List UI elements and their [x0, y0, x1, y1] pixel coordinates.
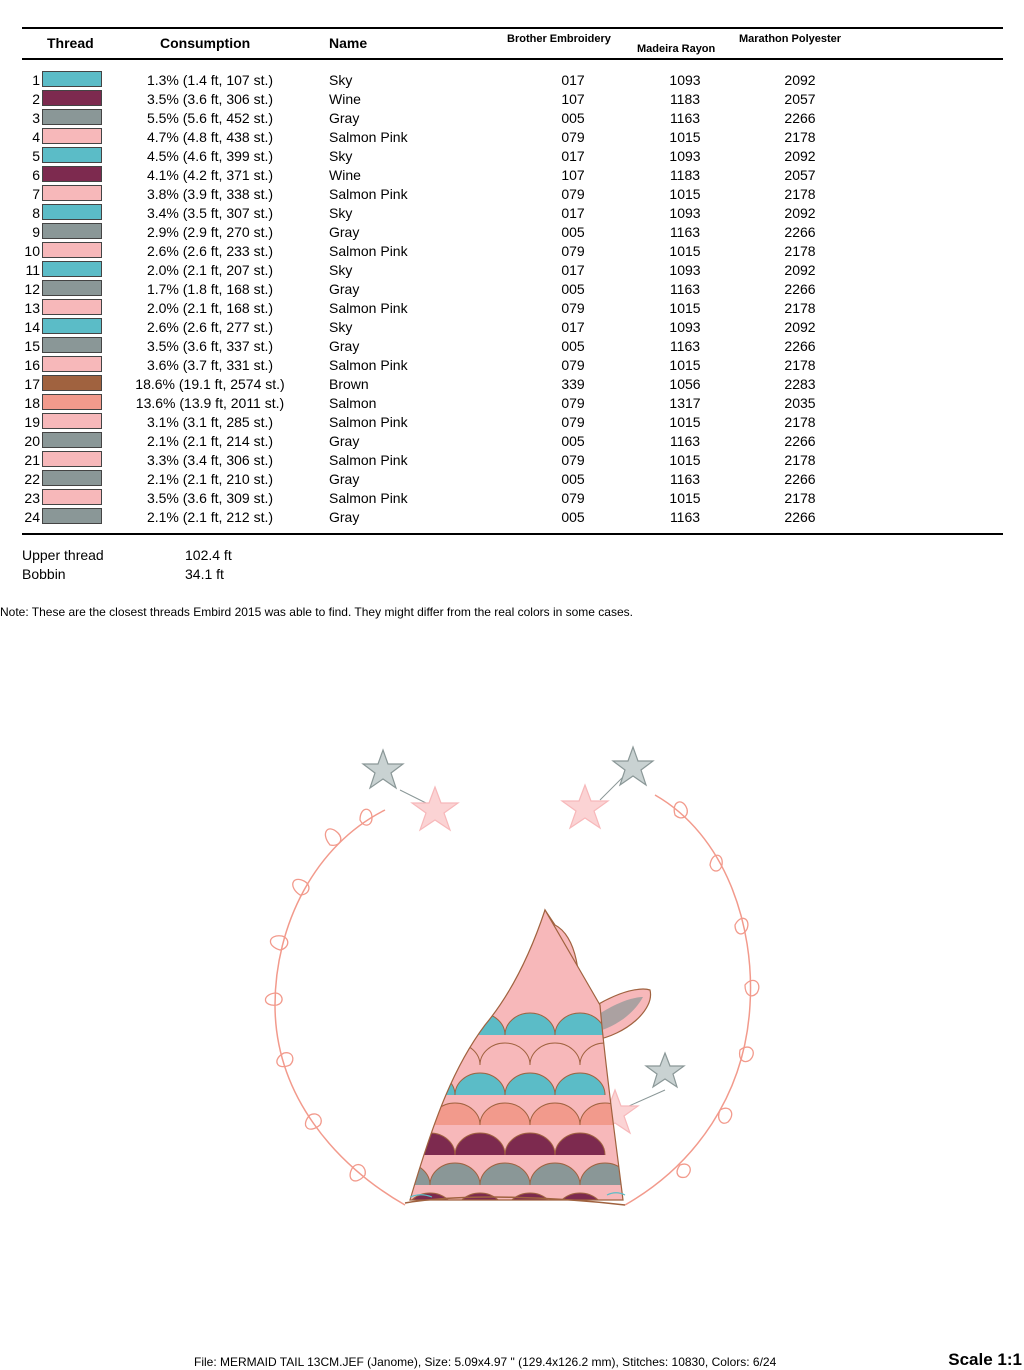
- table-row: [0, 241, 1024, 260]
- thread-color-swatch: [42, 242, 102, 258]
- consumption-value: 4.5% (4.6 ft, 399 st.): [146, 148, 274, 164]
- consumption-value: 4.7% (4.8 ft, 438 st.): [146, 129, 274, 145]
- thread-number: 21: [24, 452, 40, 468]
- table-row: [0, 89, 1024, 108]
- madeira-code: 1163: [669, 433, 701, 449]
- thread-number: 16: [24, 357, 40, 373]
- brother-code: 005: [561, 224, 585, 240]
- madeira-code: 1015: [669, 243, 701, 259]
- thread-color-swatch: [42, 375, 102, 391]
- thread-number: 11: [25, 262, 40, 278]
- header-consumption: Consumption: [160, 35, 251, 51]
- thread-color-swatch: [42, 71, 102, 87]
- marathon-code: 2178: [784, 357, 816, 373]
- thread-number: 4: [32, 129, 40, 145]
- consumption-value: 13.6% (13.9 ft, 2011 st.): [135, 395, 285, 411]
- consumption-value: 5.5% (5.6 ft, 452 st.): [146, 110, 274, 126]
- thread-color-swatch: [42, 489, 102, 505]
- marathon-code: 2092: [784, 148, 816, 164]
- brother-code: 079: [561, 243, 585, 259]
- table-row: [0, 222, 1024, 241]
- madeira-code: 1015: [669, 414, 701, 430]
- madeira-code: 1015: [669, 357, 701, 373]
- table-row: [0, 203, 1024, 222]
- thread-table: [0, 70, 1024, 526]
- madeira-code: 1056: [669, 376, 701, 392]
- bobbin-label: Bobbin: [22, 566, 66, 582]
- thread-number: 23: [24, 490, 40, 506]
- table-row: [0, 279, 1024, 298]
- brother-code: 005: [561, 110, 585, 126]
- table-row: [0, 393, 1024, 412]
- thread-color-swatch: [42, 90, 102, 106]
- thread-number: 3: [32, 110, 40, 126]
- thread-name: Salmon Pink: [329, 186, 408, 202]
- thread-name: Gray: [329, 433, 360, 449]
- table-row: [0, 469, 1024, 488]
- consumption-value: 2.6% (2.6 ft, 233 st.): [146, 243, 274, 259]
- brother-code: 017: [561, 205, 585, 221]
- thread-name: Gray: [329, 338, 360, 354]
- marathon-code: 2092: [784, 319, 816, 335]
- marathon-code: 2178: [784, 452, 816, 468]
- header-madeira: Madeira Rayon: [637, 43, 716, 55]
- brother-code: 017: [561, 72, 585, 88]
- marathon-code: 2178: [784, 243, 816, 259]
- madeira-code: 1163: [669, 471, 701, 487]
- upper-thread-value: 102.4 ft: [185, 547, 232, 563]
- thread-number: 10: [24, 243, 40, 259]
- header-marathon: Marathon Polyester: [739, 33, 842, 45]
- marathon-code: 2092: [784, 262, 816, 278]
- brother-code: 079: [561, 414, 585, 430]
- thread-color-swatch: [42, 204, 102, 220]
- consumption-value: 4.1% (4.2 ft, 371 st.): [146, 167, 274, 183]
- thread-name: Salmon Pink: [329, 414, 408, 430]
- madeira-code: 1093: [669, 262, 701, 278]
- marathon-code: 2266: [784, 433, 816, 449]
- thread-name: Salmon Pink: [329, 452, 408, 468]
- thread-name: Salmon Pink: [329, 490, 408, 506]
- brother-code: 079: [561, 490, 585, 506]
- brother-code: 079: [561, 186, 585, 202]
- consumption-value: 2.1% (2.1 ft, 214 st.): [146, 433, 274, 449]
- consumption-value: 3.4% (3.5 ft, 307 st.): [146, 205, 274, 221]
- brother-code: 079: [561, 129, 585, 145]
- thread-number: 18: [24, 395, 40, 411]
- madeira-code: 1163: [669, 224, 701, 240]
- brother-code: 079: [561, 357, 585, 373]
- star-pink-left: [412, 787, 458, 830]
- consumption-value: 3.1% (3.1 ft, 285 st.): [146, 414, 274, 430]
- upper-thread-label: Upper thread: [22, 547, 104, 563]
- consumption-value: 2.6% (2.6 ft, 277 st.): [146, 319, 274, 335]
- thread-color-swatch: [42, 299, 102, 315]
- consumption-value: 3.6% (3.7 ft, 331 st.): [146, 357, 274, 373]
- marathon-code: 2092: [784, 72, 816, 88]
- table-row: [0, 127, 1024, 146]
- thread-color-swatch: [42, 109, 102, 125]
- madeira-code: 1163: [669, 281, 701, 297]
- marathon-code: 2178: [784, 490, 816, 506]
- thread-name: Salmon Pink: [329, 300, 408, 316]
- brother-code: 005: [561, 471, 585, 487]
- tail-scales: [380, 905, 635, 1215]
- thread-name: Sky: [329, 205, 353, 221]
- thread-color-swatch: [42, 356, 102, 372]
- thread-name: Salmon Pink: [329, 129, 408, 145]
- thread-color-swatch: [42, 318, 102, 334]
- table-row: [0, 317, 1024, 336]
- header-thread: Thread: [47, 35, 94, 51]
- thread-number: 14: [24, 319, 40, 335]
- thread-name: Salmon: [329, 395, 377, 411]
- star-gray-right: [613, 747, 653, 785]
- thread-name: Brown: [329, 376, 369, 392]
- thread-name: Salmon Pink: [329, 357, 408, 373]
- star-gray-left: [363, 750, 403, 788]
- madeira-code: 1093: [669, 205, 701, 221]
- brother-code: 107: [561, 167, 585, 183]
- table-row: [0, 355, 1024, 374]
- thread-number: 22: [24, 471, 40, 487]
- thread-name: Gray: [329, 110, 360, 126]
- thread-number: 9: [32, 224, 40, 240]
- madeira-code: 1183: [669, 91, 701, 107]
- table-row: [0, 298, 1024, 317]
- thread-number: 6: [32, 167, 40, 183]
- brother-code: 017: [561, 148, 585, 164]
- marathon-code: 2092: [784, 205, 816, 221]
- table-row: [0, 336, 1024, 355]
- header-brother: Brother Embroidery: [507, 33, 611, 45]
- consumption-value: 2.1% (2.1 ft, 212 st.): [146, 509, 274, 525]
- thread-name: Wine: [329, 91, 361, 107]
- thread-color-swatch: [42, 223, 102, 239]
- scale-label: Scale 1:1: [948, 1350, 1022, 1369]
- madeira-code: 1163: [669, 509, 701, 525]
- consumption-value: 2.9% (2.9 ft, 270 st.): [146, 224, 274, 240]
- brother-code: 005: [561, 281, 585, 297]
- consumption-value: 3.3% (3.4 ft, 306 st.): [146, 452, 274, 468]
- thread-color-swatch: [42, 432, 102, 448]
- brother-code: 005: [561, 338, 585, 354]
- brother-code: 079: [561, 300, 585, 316]
- marathon-code: 2283: [784, 376, 816, 392]
- marathon-code: 2178: [784, 414, 816, 430]
- marathon-code: 2266: [784, 471, 816, 487]
- consumption-value: 2.1% (2.1 ft, 210 st.): [146, 471, 274, 487]
- consumption-value: 1.3% (1.4 ft, 107 st.): [146, 72, 274, 88]
- brother-code: 339: [561, 376, 585, 392]
- header-rule: [22, 58, 1003, 60]
- left-vine: [275, 810, 405, 1205]
- thread-color-swatch: [42, 185, 102, 201]
- table-row: [0, 488, 1024, 507]
- thread-color-swatch: [42, 470, 102, 486]
- marathon-code: 2266: [784, 509, 816, 525]
- thread-number: 1: [32, 72, 40, 88]
- table-row: [0, 412, 1024, 431]
- brother-code: 017: [561, 319, 585, 335]
- thread-color-swatch: [42, 128, 102, 144]
- thread-number: 17: [24, 376, 40, 392]
- table-row: [0, 70, 1024, 89]
- marathon-code: 2266: [784, 224, 816, 240]
- thread-color-swatch: [42, 280, 102, 296]
- thread-number: 12: [24, 281, 40, 297]
- table-row: [0, 184, 1024, 203]
- marathon-code: 2266: [784, 338, 816, 354]
- thread-name: Sky: [329, 262, 353, 278]
- thread-number: 13: [24, 300, 40, 316]
- table-row: [0, 260, 1024, 279]
- thread-number: 24: [24, 509, 40, 525]
- consumption-value: 3.5% (3.6 ft, 306 st.): [146, 91, 274, 107]
- marathon-code: 2035: [784, 395, 816, 411]
- madeira-code: 1015: [669, 452, 701, 468]
- thread-color-swatch: [42, 166, 102, 182]
- thread-name: Wine: [329, 167, 361, 183]
- madeira-code: 1163: [669, 338, 701, 354]
- madeira-code: 1093: [669, 148, 701, 164]
- table-row: [0, 431, 1024, 450]
- table-row: [0, 450, 1024, 469]
- thread-name: Gray: [329, 471, 360, 487]
- thread-number: 19: [24, 414, 40, 430]
- marathon-code: 2266: [784, 110, 816, 126]
- star-pink-right: [562, 785, 608, 828]
- thread-name: Gray: [329, 509, 360, 525]
- thread-number: 15: [24, 338, 40, 354]
- embroidery-preview: [255, 735, 775, 1225]
- madeira-code: 1015: [669, 490, 701, 506]
- thread-number: 2: [32, 91, 40, 107]
- table-row: [0, 146, 1024, 165]
- consumption-value: 2.0% (2.1 ft, 168 st.): [146, 300, 274, 316]
- thread-number: 5: [32, 148, 40, 164]
- madeira-code: 1015: [669, 300, 701, 316]
- thread-color-swatch: [42, 147, 102, 163]
- thread-name: Gray: [329, 281, 360, 297]
- thread-name: Sky: [329, 72, 353, 88]
- table-row: [0, 165, 1024, 184]
- marathon-code: 2178: [784, 186, 816, 202]
- consumption-value: 3.5% (3.6 ft, 309 st.): [146, 490, 274, 506]
- bottom-rule: [22, 533, 1003, 535]
- consumption-value: 3.8% (3.9 ft, 338 st.): [146, 186, 274, 202]
- madeira-code: 1015: [669, 186, 701, 202]
- thread-name: Sky: [329, 319, 353, 335]
- madeira-code: 1093: [669, 319, 701, 335]
- note-text: Note: These are the closest threads Embird 2015 was able to find. They might differ from the real colors in some cases.: [0, 605, 633, 619]
- star-gray-small: [646, 1053, 684, 1087]
- thread-color-swatch: [42, 261, 102, 277]
- thread-name: Salmon Pink: [329, 243, 408, 259]
- consumption-value: 18.6% (19.1 ft, 2574 st.): [135, 376, 285, 392]
- table-row: [0, 507, 1024, 526]
- marathon-code: 2266: [784, 281, 816, 297]
- thread-color-swatch: [42, 508, 102, 524]
- consumption-value: 2.0% (2.1 ft, 207 st.): [146, 262, 274, 278]
- madeira-code: 1183: [669, 167, 701, 183]
- brother-code: 079: [561, 452, 585, 468]
- header-name: Name: [329, 35, 368, 51]
- thread-color-swatch: [42, 413, 102, 429]
- madeira-code: 1317: [669, 395, 701, 411]
- thread-color-swatch: [42, 337, 102, 353]
- table-row: [0, 108, 1024, 127]
- brother-code: 107: [561, 91, 585, 107]
- madeira-code: 1163: [669, 110, 701, 126]
- madeira-code: 1093: [669, 72, 701, 88]
- thread-number: 7: [32, 186, 40, 202]
- thread-number: 8: [32, 205, 40, 221]
- marathon-code: 2178: [784, 129, 816, 145]
- brother-code: 017: [561, 262, 585, 278]
- file-info: File: MERMAID TAIL 13CM.JEF (Janome), Size: 5.09x4.97 " (129.4x126.2 mm), Stitches: 10830, Colors: 6/24: [194, 1355, 777, 1369]
- brother-code: 005: [561, 509, 585, 525]
- marathon-code: 2057: [784, 91, 816, 107]
- bobbin-value: 34.1 ft: [185, 566, 224, 582]
- consumption-value: 1.7% (1.8 ft, 168 st.): [146, 281, 274, 297]
- thread-color-swatch: [42, 451, 102, 467]
- thread-number: 20: [24, 433, 40, 449]
- consumption-value: 3.5% (3.6 ft, 337 st.): [146, 338, 274, 354]
- brother-code: 079: [561, 395, 585, 411]
- marathon-code: 2057: [784, 167, 816, 183]
- table-row: [0, 374, 1024, 393]
- thread-color-swatch: [42, 394, 102, 410]
- thread-name: Gray: [329, 224, 360, 240]
- marathon-code: 2178: [784, 300, 816, 316]
- thread-name: Sky: [329, 148, 353, 164]
- top-rule: [22, 27, 1003, 29]
- madeira-code: 1015: [669, 129, 701, 145]
- brother-code: 005: [561, 433, 585, 449]
